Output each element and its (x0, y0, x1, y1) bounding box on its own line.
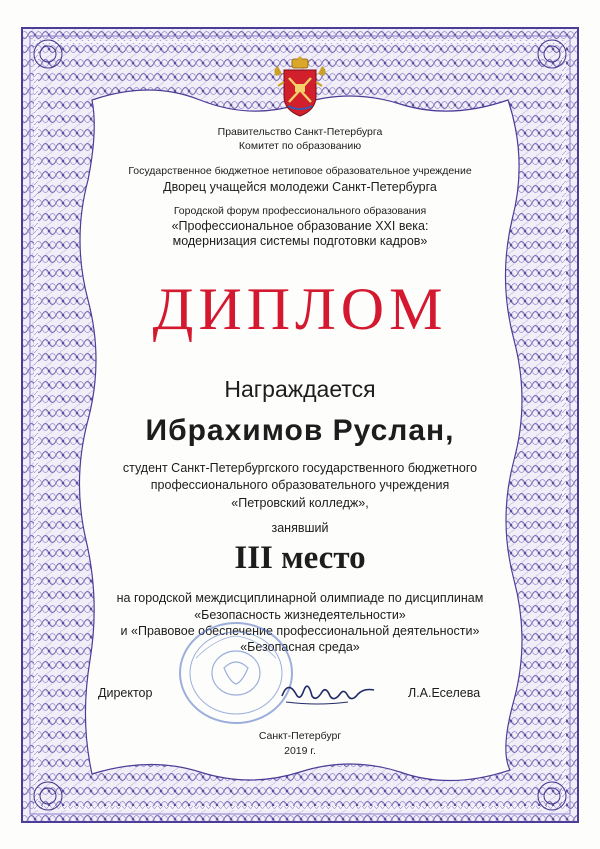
event-line-1: на городской междисциплинарной олимпиаде по дисциплинам (116, 591, 484, 605)
institution-name: Дворец учащейся молодежи Санкт-Петербурга (163, 180, 437, 194)
director-name: Л.А.Еселева (408, 686, 481, 700)
year: 2019 г. (284, 745, 316, 757)
government-name: Правительство Санкт-Петербурга (217, 126, 383, 138)
director-signature (278, 672, 378, 712)
event-line-3: и «Правовое обеспечение профессиональной деятельности» (120, 624, 480, 638)
coat-of-arms-icon (270, 56, 330, 120)
recipient-description-line-1: студент Санкт-Петербургского государственного бюджетного (122, 461, 478, 475)
director-role: Директор (98, 686, 153, 700)
city: Санкт-Петербург (258, 730, 342, 742)
event-line-4: «Безопасная среда» (240, 640, 360, 654)
awarded-label: Награждается (224, 376, 376, 402)
forum-name: Городской форум профессионального образования (173, 205, 427, 217)
place-label: III место (234, 540, 366, 576)
event-line-2: «Безопасность жизнедеятельности» (194, 608, 406, 622)
taking-label: занявший (271, 521, 329, 535)
institution-type: Государственное бюджетное нетиповое образовательное учреждение (128, 165, 472, 177)
recipient-name: Ибрахимов Руслан, (145, 414, 455, 447)
forum-title-line-2: модернизация системы подготовки кадров» (172, 234, 428, 248)
diploma-title: ДИПЛОМ (152, 276, 448, 342)
recipient-description-line-3: «Петровский колледж», (231, 496, 369, 510)
recipient-description-line-2: профессионального образовательного учреждения (150, 478, 450, 492)
forum-title-line-1: «Профессиональное образование XXI века: (171, 219, 429, 233)
committee-name: Комитет по образованию (238, 140, 362, 152)
